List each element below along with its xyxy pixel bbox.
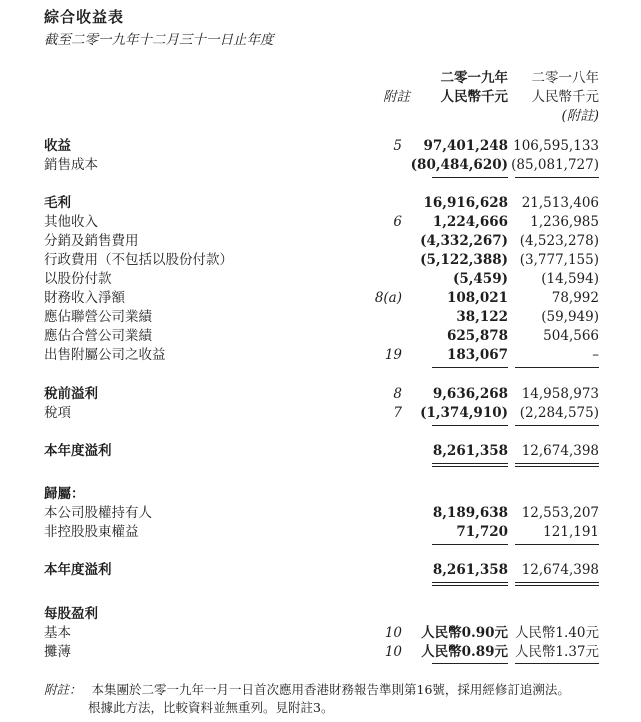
- value-2018: –: [592, 347, 599, 363]
- row-cost-of-sales: [0, 156, 641, 175]
- footnote-line1: 本集團於二零一九年一月一日首次應用香港財務報告準則第16號，採用經修訂追溯法。: [91, 682, 570, 697]
- row-tax: [0, 404, 641, 423]
- row-profit-before-tax: [0, 385, 641, 404]
- value-2018: 12,674,398: [521, 562, 599, 578]
- row-label: 收益: [44, 138, 71, 154]
- value-2019: 71,720: [456, 524, 508, 540]
- row-label: 基本: [44, 625, 71, 641]
- row-label: 本年度溢利: [44, 562, 112, 578]
- value-2018: 106,595,133: [513, 138, 599, 154]
- header-note: [370, 88, 410, 107]
- eps-rule-2018: [515, 663, 599, 664]
- subtotal-rule-2019: [432, 367, 508, 368]
- row-eps-diluted: [0, 643, 641, 662]
- row-note: 10: [384, 625, 402, 641]
- footnote-line2: 根據此方法，比較資料並無重列。見附註3。: [88, 700, 334, 715]
- row-note: 8(a): [374, 290, 402, 306]
- row-revenue: [0, 137, 641, 156]
- row-label: 應佔合營公司業績: [44, 328, 152, 344]
- row-label: 每股盈利: [44, 606, 98, 622]
- value-2019: (5,459): [452, 271, 508, 287]
- row-gain-disposal: [0, 346, 641, 365]
- subtotal-rule-2018: [515, 544, 599, 545]
- footnote-label: 附註：: [44, 682, 82, 697]
- subtotal-rule-2018: [515, 425, 599, 426]
- value-2019: 9,636,268: [432, 386, 508, 402]
- row-share-based-payment: [0, 270, 641, 289]
- header-2018: [532, 69, 600, 126]
- statement-title: 綜合收益表: [44, 8, 125, 26]
- value-2018: (3,777,155): [519, 252, 599, 268]
- header-2018-unit: 人民幣千元: [531, 89, 599, 105]
- value-2019: (80,484,620): [410, 157, 508, 173]
- value-2018: 78,992: [551, 290, 599, 306]
- value-2019: 97,401,248: [423, 138, 508, 154]
- value-2019: 8,261,358: [432, 443, 508, 459]
- row-gross-profit: [0, 194, 641, 213]
- row-label: 應佔聯營公司業績: [44, 309, 152, 325]
- value-2019: 16,916,628: [423, 195, 508, 211]
- row-eps-heading: [0, 605, 641, 624]
- value-2018: 1,236,985: [530, 214, 599, 230]
- row-label: 本公司股權持有人: [44, 505, 152, 521]
- value-2019: 625,878: [446, 328, 508, 344]
- header-2019-year: 二零一九年: [440, 70, 508, 86]
- row-note: 10: [384, 644, 402, 660]
- subtotal-rule-2019: [432, 177, 508, 178]
- row-label: 財務收入淨額: [44, 290, 125, 306]
- value-2018: (14,594): [541, 271, 599, 287]
- value-2018: (85,081,727): [511, 157, 599, 173]
- row-label: 出售附屬公司之收益: [44, 347, 166, 363]
- value-2018: 人民幣1.37元: [514, 644, 599, 660]
- row-non-controlling: [0, 523, 641, 542]
- value-2018: (59,949): [541, 309, 599, 325]
- header-note-label: 附註: [383, 89, 410, 105]
- row-note: 7: [393, 405, 402, 421]
- total-double-rule-2019: [432, 585, 508, 586]
- value-2019: 8,189,638: [432, 505, 508, 521]
- row-note: 8: [393, 386, 402, 402]
- row-attributable-heading: [0, 485, 641, 504]
- value-2018: (4,523,278): [519, 233, 599, 249]
- value-2019: 38,122: [456, 309, 508, 325]
- row-label: 歸屬：: [44, 486, 85, 502]
- subtotal-rule-2018: [515, 367, 599, 368]
- value-2018: 12,553,207: [521, 505, 599, 521]
- row-note: 6: [393, 214, 402, 230]
- statement-period: 截至二零一九年十二月三十一日止年度: [44, 32, 274, 48]
- header-2018-year: 二零一八年: [531, 70, 599, 86]
- row-admin-expenses: [0, 251, 641, 270]
- total-double-rule-2018: [515, 466, 599, 467]
- total-double-rule-2018: [515, 585, 599, 586]
- value-2018: 12,674,398: [521, 443, 599, 459]
- row-profit-for-year-total: [0, 561, 641, 580]
- total-rule-2018: [515, 582, 599, 583]
- value-2019: 1,224,666: [432, 214, 508, 230]
- value-2018: 504,566: [543, 328, 599, 344]
- row-label: 稅項: [44, 405, 71, 421]
- row-label: 攤薄: [44, 644, 71, 660]
- row-finance-income: [0, 289, 641, 308]
- header-2018-tag: (附註): [561, 108, 599, 124]
- subtotal-rule-2018: [515, 177, 599, 178]
- row-share-associates: [0, 308, 641, 327]
- row-label: 稅前溢利: [44, 386, 98, 402]
- row-profit-for-year: [0, 442, 641, 461]
- value-2019: (4,332,267): [420, 233, 508, 249]
- value-2019: 8,261,358: [432, 562, 508, 578]
- row-label: 毛利: [44, 195, 71, 211]
- row-label: 分銷及銷售費用: [44, 233, 139, 249]
- row-label: 本年度溢利: [44, 443, 112, 459]
- value-2019: 108,021: [446, 290, 508, 306]
- value-2018: 人民幣1.40元: [514, 625, 599, 641]
- value-2019: 人民幣0.90元: [421, 625, 508, 641]
- row-eps-basic: [0, 624, 641, 643]
- footnote: [44, 681, 619, 717]
- row-label: 非控股股東權益: [44, 524, 139, 540]
- value-2018: (2,284,575): [519, 405, 599, 421]
- row-note: 19: [384, 347, 402, 363]
- header-2019-unit: 人民幣千元: [440, 89, 508, 105]
- value-2019: (5,122,388): [420, 252, 508, 268]
- row-other-income: [0, 213, 641, 232]
- row-note: 5: [393, 138, 402, 154]
- value-2018: 21,513,406: [521, 195, 599, 211]
- eps-rule-2019: [432, 663, 508, 664]
- row-equity-holders: [0, 504, 641, 523]
- value-2019: 183,067: [446, 347, 508, 363]
- value-2019: 人民幣0.89元: [421, 644, 508, 660]
- row-label: 行政費用（不包括以股份付款）: [44, 252, 233, 268]
- header-2019: [441, 69, 509, 107]
- row-label: 以股份付款: [44, 271, 112, 287]
- row-label: 其他收入: [44, 214, 98, 230]
- total-rule-2018: [515, 463, 599, 464]
- subtotal-rule-2019: [432, 544, 508, 545]
- total-double-rule-2019: [432, 466, 508, 467]
- value-2018: 121,191: [543, 524, 599, 540]
- value-2018: 14,958,973: [521, 386, 599, 402]
- value-2019: (1,374,910): [420, 405, 508, 421]
- subtotal-rule-2019: [432, 425, 508, 426]
- total-rule-2019: [432, 463, 508, 464]
- row-distribution-selling: [0, 232, 641, 251]
- row-share-joint-ventures: [0, 327, 641, 346]
- row-label: 銷售成本: [44, 157, 98, 173]
- total-rule-2019: [432, 582, 508, 583]
